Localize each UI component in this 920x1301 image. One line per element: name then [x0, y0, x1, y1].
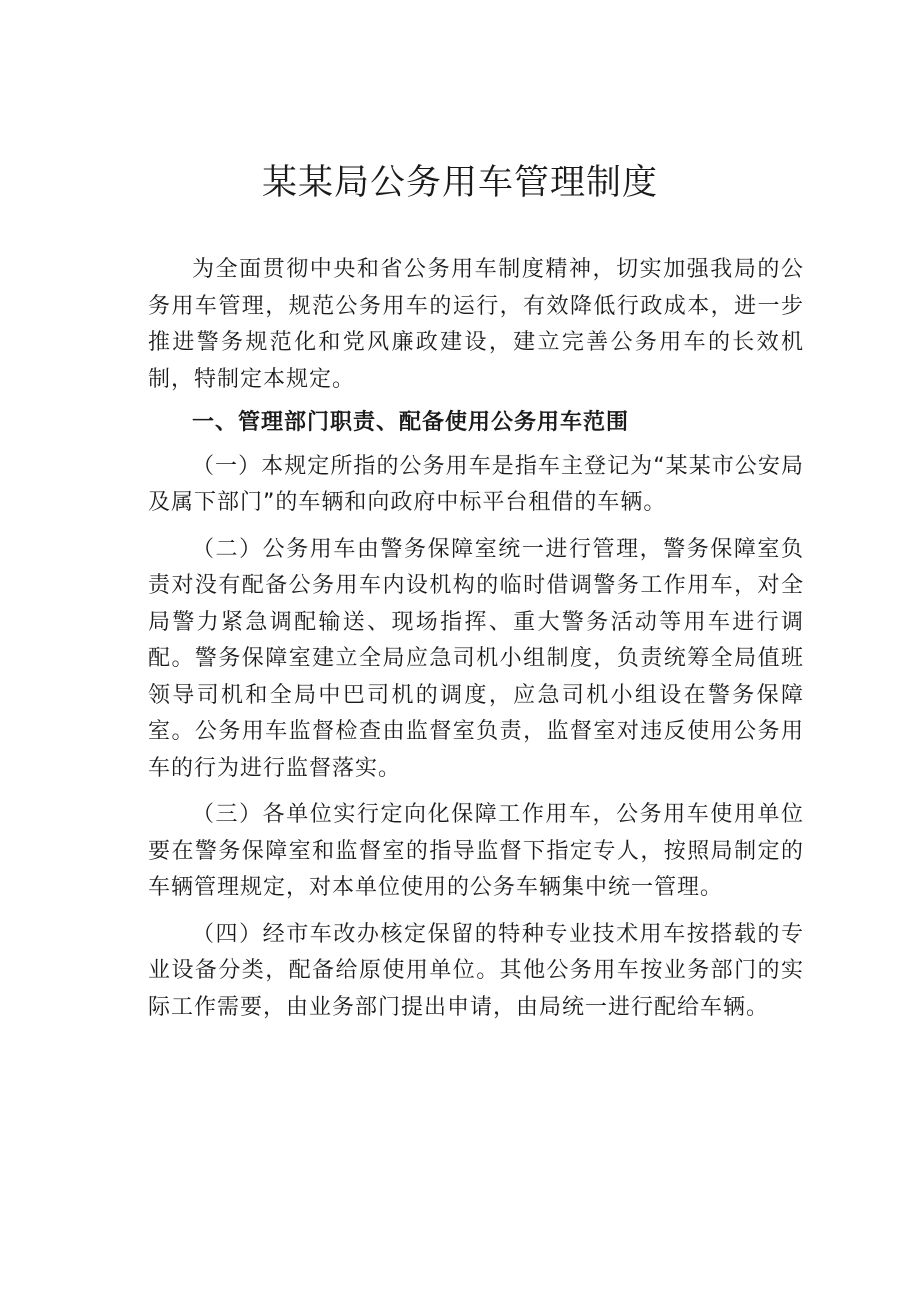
clause-3: （三）各单位实行定向化保障工作用车，公务用车使用单位要在警务保障室和监督室的指导监督下指定专人，按照局制定的车辆管理规定，对本单位使用的公务车辆集中统一管理。: [148, 802, 804, 900]
clause-1: （一）本规定所指的公务用车是指车主登记为“某某市公安局及属下部门”的车辆和向政府中标平台租借的车辆。: [148, 453, 804, 515]
intro-paragraph: 为全面贯彻中央和省公务用车制度精神，切实加强我局的公务用车管理，规范公务用车的运行，有效降低行政成本，进一步推进警务规范化和党风廉政建设，建立完善公务用车的长效机制，特制定本规定。: [148, 257, 804, 392]
clause-2: （二）公务用车由警务保障室统一进行管理，警务保障室负责对没有配备公务用车内设机构的临时借调警务工作用车，对全局警力紧急调配输送、现场指挥、重大警务活动等用车进行调配。警务保障室建立全局应急司机小组制度，负责统筹全局值班领导司机和全局中巴司机的调度，应急司机小组设在警务保障室。公务用车监督检查由监督室负责，监督室对违反使用公务用车的行为进行监督落实。: [148, 536, 804, 781]
document-title: 某某局公务用车管理制度: [261, 163, 658, 203]
spacer: [148, 522, 804, 532]
clause-4: （四）经市车改办核定保留的特种专业技术用车按搭载的专业设备分类，配备给原使用单位。其他公务用车按业务部门的实际工作需要，由业务部门提出申请，由局统一进行配给车辆。: [148, 921, 804, 1020]
spacer: [148, 442, 804, 449]
document-body: [148, 252, 804, 1026]
section-heading: 一、管理部门职责、配备使用公务用车范围: [192, 410, 630, 435]
spacer: [148, 907, 804, 917]
spacer: [148, 398, 804, 405]
spacer: [148, 787, 804, 797]
